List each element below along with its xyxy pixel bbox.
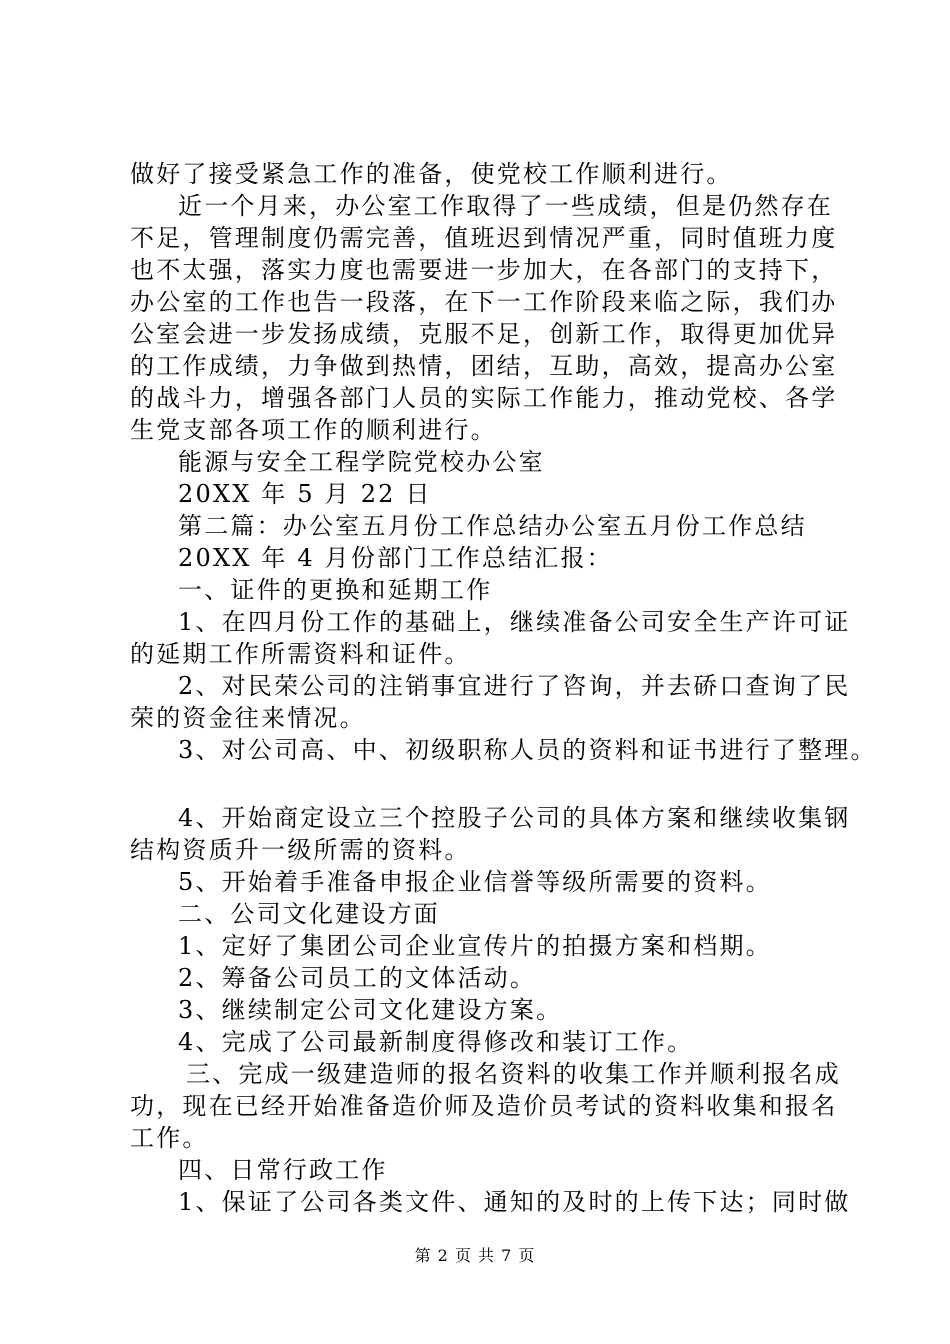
paragraph-line: 2、对民荣公司的注销事宜进行了咨询，并去硚口查询了民: [178, 672, 851, 700]
signature-date: 20XX 年 5 月 22 日: [178, 480, 432, 508]
paragraph-line: 功，现在已经开始准备造价师及造价员考试的资料收集和报名: [130, 1092, 838, 1120]
paragraph-line: 1、保证了公司各类文件、通知的及时的上传下达；同时做: [178, 1188, 851, 1216]
paragraph-line: 4、开始商定设立三个控股子公司的具体方案和继续收集钢: [178, 804, 851, 832]
paragraph-line: 4、完成了公司最新制度得修改和装订工作。: [178, 1028, 694, 1056]
report-heading: 20XX 年 4 月份部门工作总结汇报：: [178, 544, 613, 572]
paragraph-line: 5、开始着手准备申报企业信誉等级所需要的资料。: [178, 868, 772, 896]
paragraph-line: 也不太强，落实力度也需要进一步加大，在各部门的支持下，: [130, 256, 838, 284]
blank-line: [130, 766, 850, 802]
paragraph-line: 生党支部各项工作的顺利进行。: [130, 416, 497, 444]
paragraph-line: 近一个月来，办公室工作取得了一些成绩，但是仍然存在: [178, 192, 833, 220]
section-heading: 四、日常行政工作: [178, 1156, 388, 1184]
paragraph-line: 荣的资金往来情况。: [130, 704, 366, 732]
paragraph-line: 3、对公司高、中、初级职称人员的资料和证书进行了整理。: [178, 736, 877, 764]
paragraph-line: 结构资质升一级所需的资料。: [130, 836, 471, 864]
paragraph-line: 1、定好了集团公司企业宣传片的拍摄方案和档期。: [178, 932, 772, 960]
paragraph-line: 的工作成绩，力争做到热情，团结，互助，高效，提高办公室: [130, 352, 838, 380]
paragraph-line: 2、筹备公司员工的文体活动。: [178, 964, 537, 992]
paragraph-line: 不足，管理制度仍需完善，值班迟到情况严重，同时值班力度: [130, 224, 838, 252]
signature-office: 能源与安全工程学院党校办公室: [178, 448, 545, 476]
paragraph-line: 做好了接受紧急工作的准备，使党校工作顺利进行。: [130, 160, 733, 188]
section-title: 第二篇：办公室五月份工作总结办公室五月份工作总结: [178, 512, 807, 540]
document-body: [130, 158, 877, 1218]
paragraph-line: 1、在四月份工作的基础上，继续准备公司安全生产许可证: [178, 608, 851, 636]
paragraph-line: 的延期工作所需资料和证件。: [130, 640, 471, 668]
paragraph-line: 办公室的工作也告一段落，在下一工作阶段来临之际，我们办: [130, 288, 838, 316]
paragraph-line: 三、完成一级建造师的报名资料的收集工作并顺利报名成: [186, 1060, 841, 1088]
paragraph-line: 3、继续制定公司文化建设方案。: [178, 996, 563, 1024]
paragraph-line: 公室会进一步发扬成绩，克服不足，创新工作，取得更加优异: [130, 320, 838, 348]
section-heading: 二、公司文化建设方面: [178, 900, 440, 928]
section-heading: 一、证件的更换和延期工作: [178, 576, 493, 604]
paragraph-line: 工作。: [130, 1124, 209, 1152]
page-footer: 第 2 页 共 7 页: [414, 1246, 536, 1265]
paragraph-line: 的战斗力，增强各部门人员的实际工作能力，推动党校、各学: [130, 384, 838, 412]
